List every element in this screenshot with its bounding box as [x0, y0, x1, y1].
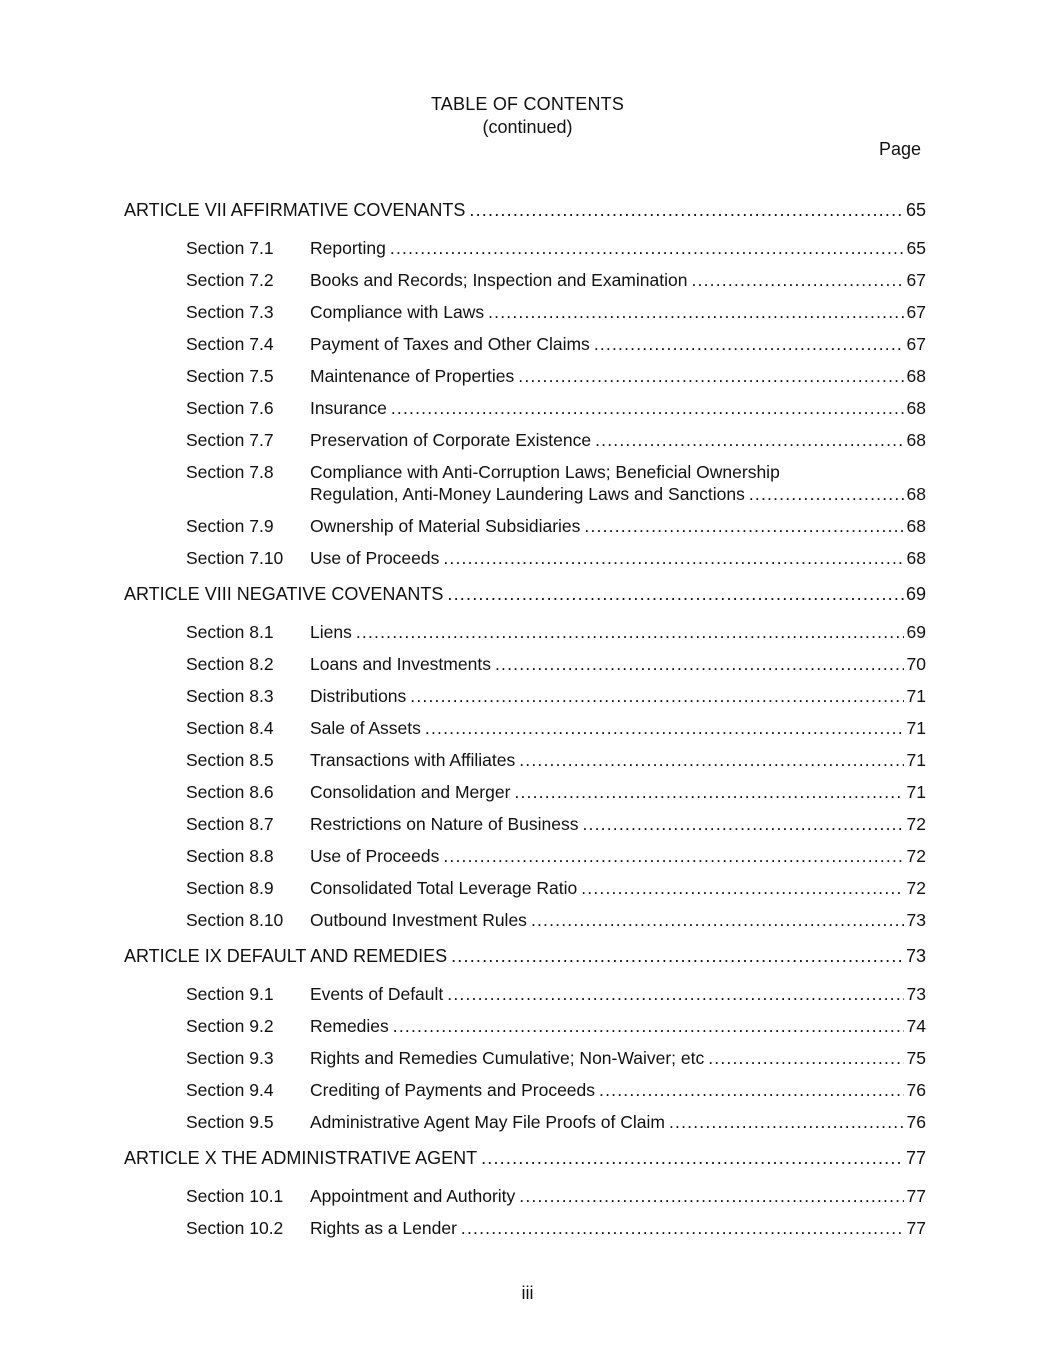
section-number: Section 7.4: [186, 334, 274, 354]
section-title: Sale of Assets: [310, 718, 421, 738]
section-page-number: 65: [906, 238, 926, 258]
section-page-number: 67: [906, 334, 926, 354]
section-page-number: 71: [906, 750, 926, 770]
dot-leader: [443, 845, 904, 867]
toc-section-entry[interactable]: [186, 899, 926, 931]
dot-leader: [447, 983, 904, 1005]
dot-leader: [518, 365, 904, 387]
toc-section-entry[interactable]: [186, 323, 926, 355]
toc-section-entry[interactable]: [186, 1005, 926, 1037]
toc-section-entry[interactable]: [186, 291, 926, 323]
section-page-number: 68: [906, 548, 926, 568]
toc-section-entry[interactable]: [186, 419, 926, 451]
section-page-number: 76: [906, 1080, 926, 1100]
toc-article-entry[interactable]: [124, 941, 926, 967]
dot-leader: [390, 237, 904, 259]
section-title: Consolidation and Merger: [310, 782, 511, 802]
article-title: ARTICLE VIII NEGATIVE COVENANTS: [124, 584, 444, 604]
toc-section-entry[interactable]: [186, 739, 926, 771]
toc-article-entry[interactable]: [124, 579, 926, 605]
section-number: Section 7.5: [186, 366, 274, 386]
dot-leader: [447, 583, 904, 605]
section-page-number: 67: [906, 270, 926, 290]
section-number: Section 7.2: [186, 270, 274, 290]
section-number: Section 10.2: [186, 1218, 284, 1238]
section-number: Section 7.3: [186, 302, 274, 322]
dot-leader: [469, 199, 904, 221]
section-title-line-2: Regulation, Anti-Money Laundering Laws and Sanctions: [310, 484, 745, 504]
section-number: Section 8.9: [186, 878, 274, 898]
section-title: Rights as a Lender: [310, 1218, 457, 1238]
section-number: Section 7.1: [186, 238, 274, 258]
section-number: Section 8.6: [186, 782, 274, 802]
page-column-label: Page: [878, 139, 921, 159]
section-title: Events of Default: [310, 984, 444, 1004]
dot-leader: [749, 483, 904, 505]
dot-leader: [481, 1147, 904, 1169]
section-page-number: 68: [906, 430, 926, 450]
section-number: Section 8.10: [186, 910, 284, 930]
section-number: Section 7.7: [186, 430, 274, 450]
section-title: Transactions with Affiliates: [310, 750, 516, 770]
section-title: Compliance with Laws: [310, 302, 485, 322]
dot-leader: [514, 781, 904, 803]
dot-leader: [443, 547, 904, 569]
section-number: Section 7.6: [186, 398, 274, 418]
section-number: Section 9.3: [186, 1048, 274, 1068]
section-page-number: 75: [906, 1048, 926, 1068]
dot-leader: [451, 945, 904, 967]
toc-section-entry[interactable]: [186, 259, 926, 291]
dot-leader: [461, 1217, 904, 1239]
section-number: Section 9.5: [186, 1112, 274, 1132]
dot-leader: [595, 429, 904, 451]
section-page-number: 68: [906, 366, 926, 386]
toc-section-entry[interactable]: [186, 611, 926, 643]
toc-section-entry[interactable]: [186, 1069, 926, 1101]
dot-leader: [531, 909, 904, 931]
section-number: Section 8.4: [186, 718, 274, 738]
toc-section-entry[interactable]: [186, 451, 926, 505]
dot-leader: [691, 269, 904, 291]
toc-section-entry[interactable]: [186, 835, 926, 867]
dot-leader: [488, 301, 904, 323]
toc-section-entry[interactable]: [186, 867, 926, 899]
section-number: Section 9.1: [186, 984, 274, 1004]
section-title: Use of Proceeds: [310, 846, 440, 866]
section-page-number: 68: [906, 516, 926, 536]
dot-leader: [519, 749, 904, 771]
section-page-number: 70: [906, 654, 926, 674]
article-page-number: 65: [905, 200, 926, 220]
section-title: Appointment and Authority: [310, 1186, 516, 1206]
article-page-number: 73: [905, 946, 926, 966]
section-title: Crediting of Payments and Proceeds: [310, 1080, 596, 1100]
section-title: Use of Proceeds: [310, 548, 440, 568]
section-page-number: 76: [906, 1112, 926, 1132]
section-title: Consolidated Total Leverage Ratio: [310, 878, 578, 898]
dot-leader: [356, 621, 904, 643]
section-title: Outbound Investment Rules: [310, 910, 527, 930]
section-number: Section 8.5: [186, 750, 274, 770]
dot-leader: [410, 685, 904, 707]
section-number: Section 7.10: [186, 548, 284, 568]
dot-leader: [425, 717, 904, 739]
section-title: Distributions: [310, 686, 407, 706]
toc-section-entry[interactable]: [186, 537, 926, 569]
section-page-number: 71: [906, 718, 926, 738]
section-title: Maintenance of Properties: [310, 366, 515, 386]
section-page-number: 71: [906, 686, 926, 706]
section-title: Reporting: [310, 238, 386, 258]
section-number: Section 10.1: [186, 1186, 284, 1206]
dot-leader: [584, 515, 904, 537]
section-page-number: 77: [906, 1186, 926, 1206]
section-title: Remedies: [310, 1016, 389, 1036]
section-title: Liens: [310, 622, 352, 642]
section-page-number: 73: [906, 984, 926, 1004]
dot-leader: [582, 813, 904, 835]
toc-section-entry[interactable]: [186, 771, 926, 803]
table-of-contents: [124, 195, 926, 1239]
section-number: Section 9.2: [186, 1016, 274, 1036]
section-title: Restrictions on Nature of Business: [310, 814, 579, 834]
dot-leader: [581, 877, 904, 899]
section-page-number: 69: [906, 622, 926, 642]
section-page-number: 67: [906, 302, 926, 322]
toc-article-entry[interactable]: [124, 1143, 926, 1169]
toc-section-entry[interactable]: [186, 707, 926, 739]
section-page-number: 72: [906, 846, 926, 866]
section-title-line-1: Compliance with Anti-Corruption Laws; Beneficial Ownership: [310, 462, 780, 482]
section-number: Section 8.1: [186, 622, 274, 642]
section-title: Rights and Remedies Cumulative; Non-Waiver; etc: [310, 1048, 705, 1068]
dot-leader: [594, 333, 904, 355]
toc-section-entry[interactable]: [186, 387, 926, 419]
section-title: Ownership of Material Subsidiaries: [310, 516, 581, 536]
section-number: Section 8.7: [186, 814, 274, 834]
section-page-number: 74: [906, 1016, 926, 1036]
section-number: Section 7.9: [186, 516, 274, 536]
section-page-number: 68: [906, 484, 926, 504]
dot-leader: [391, 397, 904, 419]
section-page-number: 72: [906, 878, 926, 898]
dot-leader: [669, 1111, 904, 1133]
toc-section-entry[interactable]: [186, 803, 926, 835]
toc-section-entry[interactable]: [186, 973, 926, 1005]
section-page-number: 68: [906, 398, 926, 418]
toc-section-entry[interactable]: [186, 505, 926, 537]
section-number: Section 8.3: [186, 686, 274, 706]
article-title: ARTICLE IX DEFAULT AND REMEDIES: [124, 946, 448, 966]
toc-section-entry[interactable]: [186, 1207, 926, 1239]
dot-leader: [393, 1015, 904, 1037]
toc-section-entry[interactable]: [186, 1175, 926, 1207]
section-title: Administrative Agent May File Proofs of Claim: [310, 1112, 665, 1132]
section-title: Loans and Investments: [310, 654, 491, 674]
dot-leader: [495, 653, 904, 675]
section-number: Section 8.2: [186, 654, 274, 674]
page-number: iii: [521, 1283, 534, 1303]
section-title: Insurance: [310, 398, 387, 418]
section-number: Section 9.4: [186, 1080, 274, 1100]
dot-leader: [519, 1185, 904, 1207]
section-number: Section 8.8: [186, 846, 274, 866]
section-title: Preservation of Corporate Existence: [310, 430, 592, 450]
toc-section-entry[interactable]: [186, 1037, 926, 1069]
section-page-number: 73: [906, 910, 926, 930]
toc-section-entry[interactable]: [186, 1101, 926, 1133]
article-page-number: 77: [905, 1148, 926, 1168]
section-page-number: 72: [906, 814, 926, 834]
toc-section-entry[interactable]: [186, 643, 926, 675]
section-title: Books and Records; Inspection and Examination: [310, 270, 688, 290]
toc-article-entry[interactable]: [124, 195, 926, 221]
article-page-number: 69: [905, 584, 926, 604]
section-number: Section 7.8: [186, 462, 274, 482]
toc-section-entry[interactable]: [186, 675, 926, 707]
toc-subtitle: (continued): [482, 117, 573, 137]
dot-leader: [599, 1079, 904, 1101]
section-title: Payment of Taxes and Other Claims: [310, 334, 590, 354]
toc-section-entry[interactable]: [186, 355, 926, 387]
article-title: ARTICLE X THE ADMINISTRATIVE AGENT: [124, 1148, 478, 1168]
dot-leader: [708, 1047, 904, 1069]
section-page-number: 71: [906, 782, 926, 802]
toc-section-entry[interactable]: [186, 227, 926, 259]
toc-title: TABLE OF CONTENTS: [430, 94, 625, 114]
section-page-number: 77: [906, 1218, 926, 1238]
article-title: ARTICLE VII AFFIRMATIVE COVENANTS: [124, 200, 466, 220]
